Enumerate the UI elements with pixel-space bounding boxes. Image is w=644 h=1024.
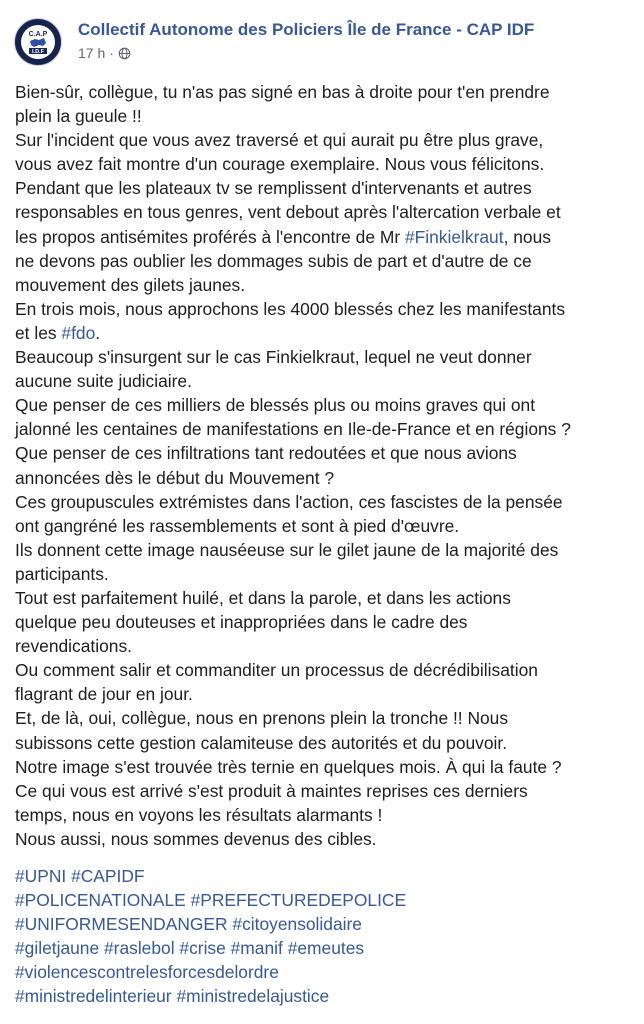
- hashtag-link[interactable]: #POLICENATIONALE: [15, 890, 186, 911]
- hashtag-line: [15, 888, 635, 912]
- hashtag-link[interactable]: #UNIFORMESENDANGER: [15, 914, 228, 935]
- hashtag-link[interactable]: #Finkielkraut: [404, 226, 504, 247]
- post-text-line: flagrant de jour en jour.: [15, 684, 193, 705]
- hashtag-link[interactable]: #UPNI: [15, 866, 67, 886]
- post-text-line: Que penser de ces milliers de blessés plus ou moins graves qui ont: [15, 395, 536, 416]
- hashtag-link[interactable]: #CAPIDF: [71, 866, 145, 886]
- hashtag-line: [15, 912, 635, 936]
- post-text-line: aucune suite judiciaire.: [15, 371, 192, 392]
- post-text-line: temps, nous en voyons les résultats alarmants !: [15, 804, 383, 825]
- hashtag-line: [15, 936, 635, 960]
- hashtag-link[interactable]: #ministredelinterieur: [15, 986, 172, 1007]
- post-header: [0, 0, 644, 70]
- post-text-line: annoncées dès le début du Mouvement ?: [15, 467, 335, 488]
- post-text-line: quelque peu douteuses et inappropriées dans le cadre des: [15, 612, 468, 633]
- post-text-line: Nous aussi, nous sommes devenus des cibles.: [15, 828, 377, 849]
- hashtag-link[interactable]: #crise: [179, 938, 226, 959]
- page-name-link[interactable]: Collectif Autonome des Policiers Île de France - CAP IDF: [78, 20, 535, 39]
- avatar-top-text: C.A.P: [28, 31, 48, 38]
- post-text-segment: , nous: [503, 226, 551, 247]
- hashtag-link[interactable]: #PREFECTUREDEPOLICE: [190, 890, 407, 911]
- page-avatar[interactable]: [14, 18, 62, 66]
- post-text-line: Ce qui vous est arrivé s'est produit à maintes reprises ces derniers: [15, 780, 528, 801]
- post-text-segment: .: [95, 322, 101, 343]
- cap-logo-icon: [15, 19, 61, 65]
- post-text-line: Pendant que les plateaux tv se remplissent d'intervenants et autres: [15, 178, 532, 199]
- post-meta: [78, 45, 131, 61]
- post-text-line: jalonné les centaines de manifestations en Ile-de-France et en régions ?: [15, 419, 571, 440]
- post-text-line: subissons cette gestion calamiteuse des autorités et du pouvoir.: [15, 732, 508, 753]
- post-text-line: Tout est parfaitement huilé, et dans la parole, et dans les actions: [15, 587, 511, 608]
- hashtag-link[interactable]: #ministredelajustice: [176, 986, 330, 1007]
- post-text-line: ont gangréné les rassemblements et sont à pied d'œuvre.: [15, 515, 460, 536]
- post-text-line: Bien-sûr, collègue, tu n'as pas signé en bas à droite pour t'en prendre: [15, 82, 550, 102]
- hashtag-link[interactable]: #raslebol: [103, 938, 175, 959]
- post-text-line: Beaucoup s'insurgent sur le cas Finkielkraut, lequel ne veut donner: [15, 347, 532, 368]
- post-text-line: participants.: [15, 563, 109, 584]
- post-text-line: Ces groupuscules extrémistes dans l'action, ces fascistes de la pensée: [15, 491, 563, 512]
- post-text-line: Et, de là, oui, collègue, nous en prenons plein la tronche !! Nous: [15, 708, 509, 729]
- post-text-line: responsables en tous genres, vent debout après l'altercation verbale et: [15, 202, 561, 223]
- post-text-line: vous avez fait montre d'un courage exemplaire. Nous vous félicitons.: [15, 154, 545, 175]
- hashtag-line: [15, 864, 635, 888]
- hashtag-line: [15, 960, 635, 984]
- avatar-bottom-text: I.D.F: [32, 49, 44, 55]
- hashtag-link[interactable]: #violencescontrelesforcesdelordre: [15, 962, 279, 983]
- globe-icon[interactable]: [118, 47, 131, 60]
- post-text-line: mouvement des gilets jaunes.: [15, 274, 246, 295]
- post-body: [15, 80, 641, 851]
- post-text-line: plein la gueule !!: [15, 106, 142, 127]
- post-text-line: En trois mois, nous approchons les 4000 blessés chez les manifestants: [15, 298, 566, 319]
- hashtag-line: [15, 984, 635, 1008]
- post-text-line: [15, 321, 641, 345]
- hashtag-link[interactable]: #citoyensolidaire: [232, 914, 362, 935]
- hashtag-block: [15, 864, 635, 1009]
- post-text-line: revendications.: [15, 636, 132, 657]
- post-text-line: ne devons pas oublier les dommages subis de part et d'autre de ce: [15, 250, 532, 271]
- post-text-line: Sur l'incident que vous avez traversé et qui aurait pu être plus grave,: [15, 130, 544, 151]
- hashtag-link[interactable]: #emeutes: [287, 938, 365, 959]
- post-text-line: Que penser de ces infiltrations tant redoutées et que nous avions: [15, 443, 517, 464]
- post-text-line: [15, 225, 641, 249]
- post-timestamp[interactable]: 17 h: [78, 45, 106, 61]
- hashtag-link[interactable]: #fdo: [61, 322, 96, 343]
- hashtag-link[interactable]: #giletjaune: [15, 938, 100, 959]
- hashtag-link[interactable]: #manif: [230, 938, 283, 959]
- meta-separator: ·: [109, 45, 114, 61]
- post-text-line: Ils donnent cette image nauséeuse sur le gilet jaune de la majorité des: [15, 539, 559, 560]
- post-text-line: Notre image s'est trouvée très ternie en quelques mois. À qui la faute ?: [15, 756, 562, 777]
- post-text-segment: les propos antisémites proférés à l'encontre de Mr: [15, 226, 405, 247]
- post-text-line: Ou comment salir et commanditer un processus de décrédibilisation: [15, 660, 538, 681]
- post-text-segment: et les: [15, 322, 62, 343]
